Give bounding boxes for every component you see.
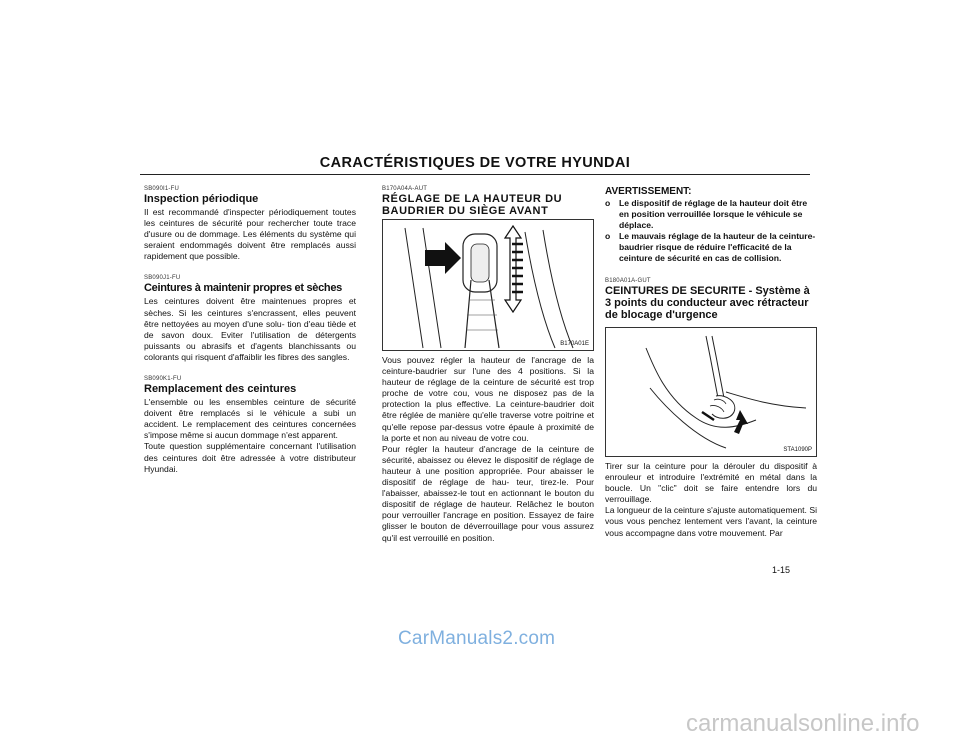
warning-text: Le mauvais réglage de la hauteur de la ceinture-baudrier risque de réduire l'efficacité de la ceinture de sécurité en cas de collision. <box>619 231 816 263</box>
section-title: Inspection périodique <box>144 193 259 205</box>
section-body: Il est recommandé d'inspecter périodiquement toutes les ceintures de sécurité pour rechercher toute trace d'usure ou de dommage. Les éléments du système qui seraient endommagés doivent être remplacés aussi rapidement que possible. <box>144 207 356 262</box>
warning-title: AVERTISSEMENT: <box>605 186 692 197</box>
seatbelt-illustration <box>606 328 816 456</box>
figure-height-adjuster <box>382 219 594 351</box>
height-adjuster-illustration <box>383 220 593 350</box>
section-body: L'ensemble ou les ensembles ceinture de sécurité doivent être remplacés si le véhicule a subi un accident. Le remplacement des ceintures concernées s'impose même si aucun dommage n'est apparent. <box>144 397 356 441</box>
header-rule <box>140 174 810 175</box>
section-code: SB090K1-FU <box>144 376 182 383</box>
section-body-2: Toute question supplémentaire concernant l'utilisation des ceintures doit être adressée à votre distributeur Hyundai. <box>144 441 356 474</box>
warning-text: Le dispositif de réglage de la hauteur doit être en position verrouillée lorsque le véhicule se déplace. <box>619 198 808 230</box>
figure-code: STA1090P <box>783 447 812 453</box>
section-code: SB090I1-FU <box>144 186 180 192</box>
section-body: Tirer sur la ceinture pour la dérouler du dispositif à enrouleur et introduire l'extrémité en métal dans la boucle. Un "clic" doit se faire entendre lors du verrouillage. <box>605 461 817 505</box>
section-periodic-inspection <box>144 186 356 262</box>
watermark-carmanuals2: CarManuals2.com <box>398 628 556 649</box>
figure-3-point-belt <box>605 327 817 457</box>
column-left <box>144 186 356 488</box>
warning-item <box>605 231 817 264</box>
section-body-2: La longueur de la ceinture s'ajuste automatiquement. Si vous vous penchez lentement vers l'avant, la ceinture vous accompagne dans votre mouvement. Par <box>605 505 817 538</box>
page-number: 1-15 <box>772 565 791 575</box>
warning-item <box>605 198 817 231</box>
section-keep-clean <box>144 275 356 363</box>
section-body-2: Pour régler la hauteur d'ancrage de la ceinture de sécurité, abaissez ou élevez le dispositif de réglage de hauteur à une position appropriée. Pour abaisser le dispositif de réglage de hau- teur, tirez-le. Pour l'abaisser, abaissez-le tout en actionnant le bouton du dispositif de réglage de hauteur. Relâchez le bouton pour verrouiller l'ancrage en position. Essayez de faire glisser le bouton de déverrouillage pour vous assurez qu'il est verrouillé en position. <box>382 443 594 543</box>
section-title: RÉGLAGE DE LA HAUTEUR DU BAUDRIER DU SIÈGE AVANT <box>382 193 563 217</box>
bullet-marker: o <box>605 231 611 241</box>
bullet-marker: o <box>605 198 611 208</box>
section-code: B170A04A-AUT <box>382 186 428 192</box>
column-right <box>605 186 817 539</box>
section-title: Ceintures à maintenir propres et sèches <box>144 282 342 295</box>
section-replacement <box>144 376 356 475</box>
section-title: CEINTURES DE SECURITE - Système à 3 points du conducteur avec rétracteur de blocage d'urgence <box>605 285 810 321</box>
figure-code: B170A01E <box>560 341 589 347</box>
page-header-title: CARACTÉRISTIQUES DE VOTRE HYUNDAI <box>319 155 631 171</box>
watermark-carmanualsonline: carmanualsonline.info <box>686 710 920 737</box>
section-title: Remplacement des ceintures <box>144 383 297 396</box>
column-middle <box>382 186 594 544</box>
section-body: Vous pouvez régler la hauteur de l'ancrage de la ceinture-baudrier sur l'une des 4 positions. Si la hauteur de réglage de la ceinture de sécurité est trop proche de votre cou, vous ne disposez pas de la protection la plus effective. La ceinture-baudrier doit être réglée de manière qu'elle traverse votre poitrine et qu'elle repose par-dessus votre épaule à proximité de la porte et non au niveau de votre cou. <box>382 355 594 443</box>
section-code: B180A01A-GUT <box>605 278 651 284</box>
section-code: SB090J1-FU <box>144 275 181 282</box>
section-body: Les ceintures doivent être maintenues propres et sèches. Si les ceintures s'encrassent, elles peuvent être nettoyées au moyen d'une solu- tion d'eau tiède et de savon doux. Eviter l'utilisation de détergents puissants ou abrasifs et d'agents blanchissants ou colorants qui risquent d'affaiblir les fibres des sangles. <box>144 296 356 362</box>
